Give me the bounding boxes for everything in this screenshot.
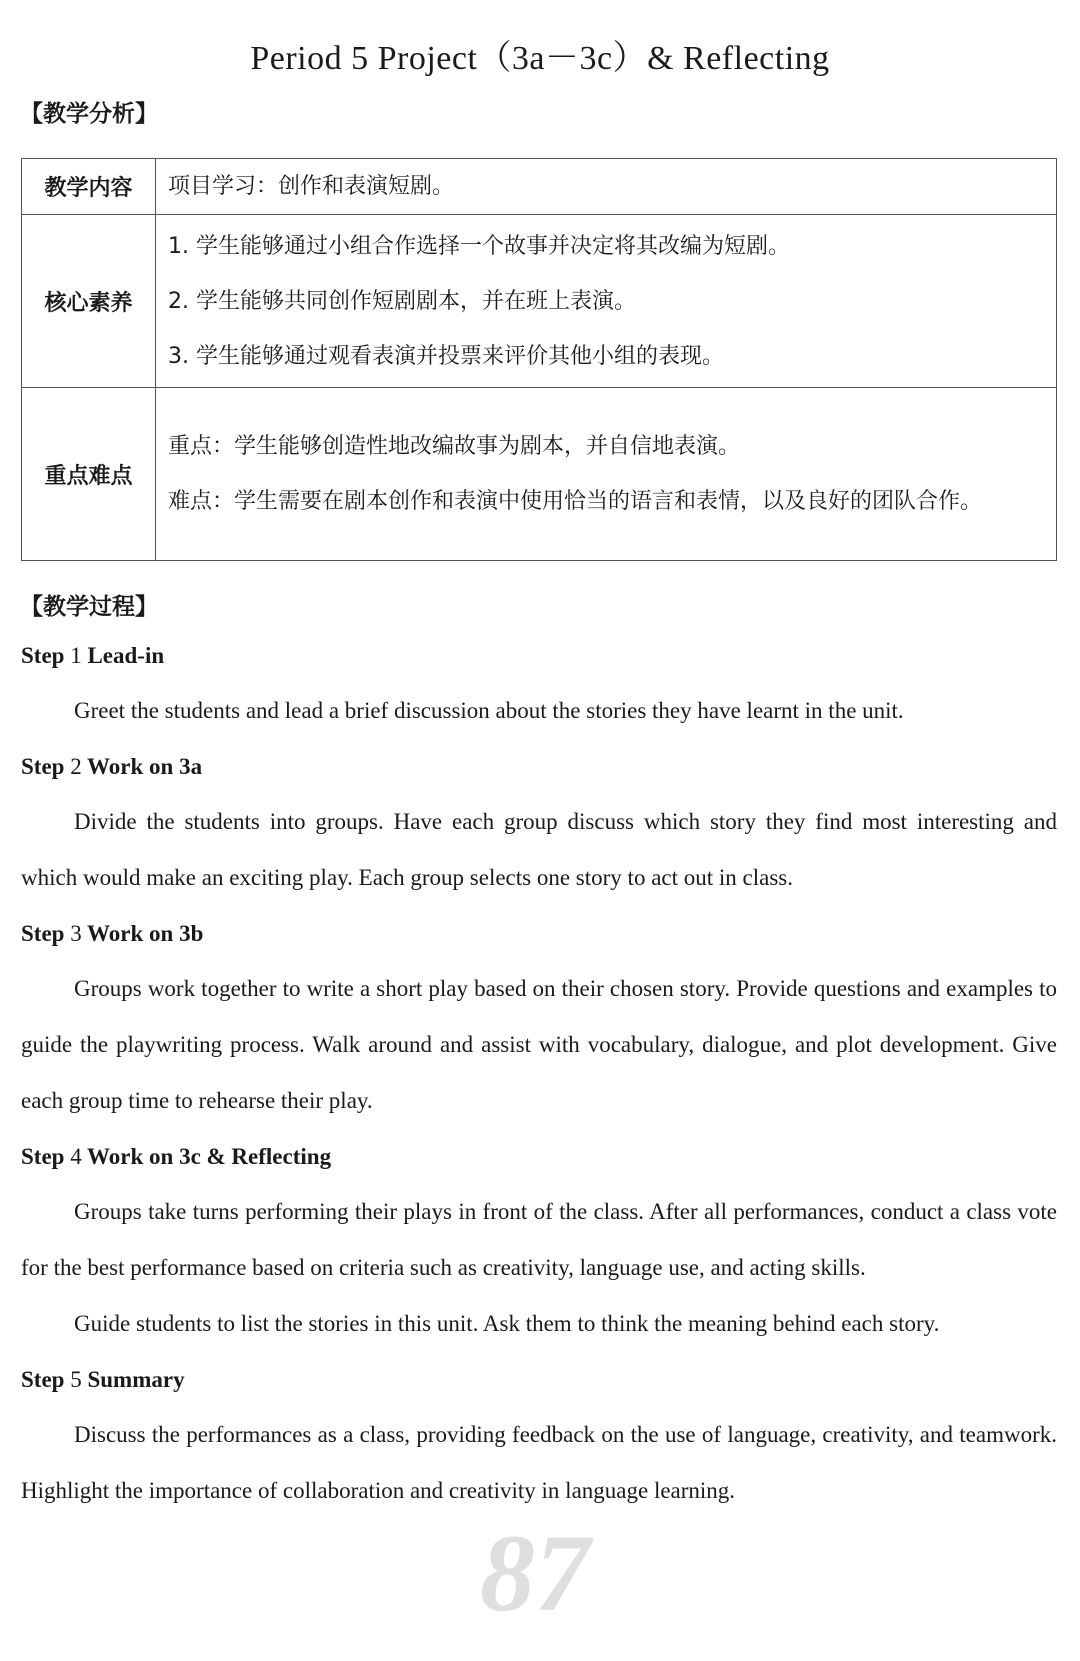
- page-title: Period 5 Project（3a－3c）& Reflecting: [250, 40, 830, 77]
- page-number: 87: [480, 1512, 590, 1634]
- step-title: Step 4 Work on 3c & Reflecting: [21, 1144, 332, 1169]
- teaching-steps: [21, 628, 1057, 1519]
- step-paragraph: Groups work together to write a short play based on their chosen story. Provide questions and examples to guide the playwriting process. Walk around and assist with vocabulary, dialogue, and plot development. Give each group time to rehearse their play.: [21, 976, 1057, 1113]
- content-label: 教学内容: [22, 159, 156, 215]
- core-label: 核心素养: [22, 215, 156, 388]
- step-paragraph: Divide the students into groups. Have each group discuss which story they find most interesting and which would make an exciting play. Each group selects one story to act out in class.: [21, 809, 1057, 890]
- key-points: [156, 388, 1057, 561]
- step-4: [21, 1129, 1057, 1352]
- core-item: 2. 学生能够共同创作短剧剧本，并在班上表演。: [168, 288, 636, 314]
- table-row-content: [22, 159, 1057, 215]
- key-point: 重点：学生能够创造性地改编故事为剧本，并自信地表演。: [168, 434, 741, 459]
- core-item: 3. 学生能够通过观看表演并投票来评价其他小组的表现。: [168, 343, 724, 369]
- analysis-heading: 【教学分析】: [20, 101, 158, 127]
- step-2: [21, 739, 1057, 906]
- step-title: Step 5 Summary: [21, 1367, 185, 1392]
- step-paragraph: Discuss the performances as a class, providing feedback on the use of language, creativity, and teamwork. Highlight the importance of collaboration and creativity in language learning.: [21, 1422, 1057, 1503]
- step-paragraph: Groups take turns performing their plays in front of the class. After all performances, conduct a class vote for the best performance based on criteria such as creativity, language use, and acting skills.: [21, 1199, 1057, 1280]
- step-3: [21, 906, 1057, 1129]
- table-row-key: [22, 388, 1057, 561]
- step-paragraph: Greet the students and lead a brief discussion about the stories they have learnt in the unit.: [74, 698, 904, 723]
- step-title: Step 3 Work on 3b: [21, 921, 204, 946]
- difficult-point: 难点：学生需要在剧本创作和表演中使用恰当的语言和表情，以及良好的团队合作。: [168, 489, 983, 514]
- step-5: [21, 1352, 1057, 1519]
- core-item: 1. 学生能够通过小组合作选择一个故事并决定将其改编为短剧。: [168, 233, 790, 259]
- table-row-core: [22, 215, 1057, 388]
- step-title: Step 2 Work on 3a: [21, 754, 203, 779]
- content-text: 项目学习：创作和表演短剧。: [156, 159, 1057, 215]
- step-1: [21, 628, 1057, 739]
- core-items: [156, 215, 1057, 388]
- step-title: Step 1 Lead-in: [21, 643, 165, 668]
- step-paragraph: Guide students to list the stories in this unit. Ask them to think the meaning behind each story.: [74, 1311, 940, 1336]
- process-heading: 【教学过程】: [20, 594, 158, 620]
- analysis-table: [21, 158, 1057, 561]
- key-label: 重点难点: [22, 388, 156, 561]
